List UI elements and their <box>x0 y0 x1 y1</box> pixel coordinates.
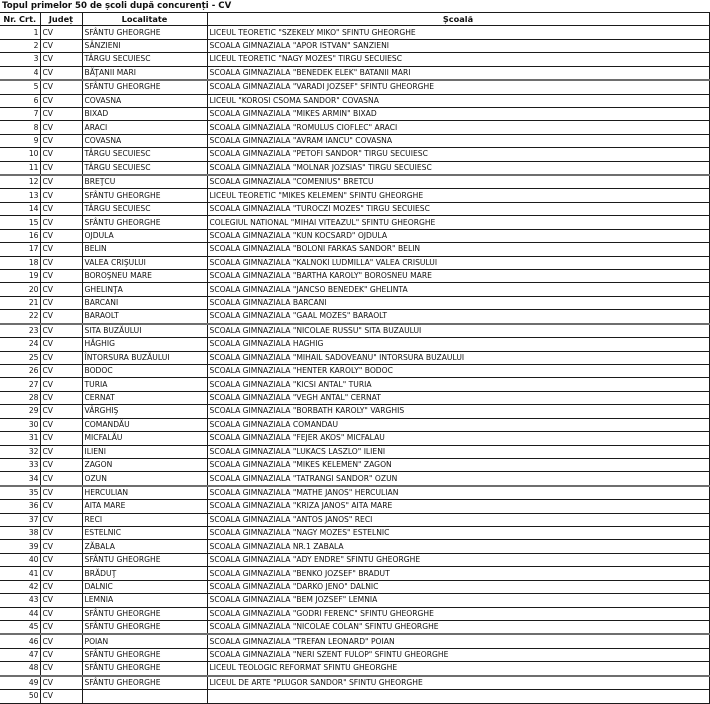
cell-localitate: SFÂNTU GHEORGHE <box>82 676 207 690</box>
cell-nr: 42 <box>0 580 40 593</box>
cell-scoala: SCOALA GIMNAZIALA "MIKES KELEMEN" ZAGON <box>207 458 709 471</box>
page-title: Topul primelor 50 de școli după concurenți - CV <box>2 1 232 11</box>
cell-scoala: SCOALA GIMNAZIALA "NICOLAE COLAN" SFINTU GHEORGHE <box>207 620 709 634</box>
cell-nr: 36 <box>0 500 40 513</box>
cell-judet: CV <box>40 676 82 690</box>
cell-scoala: SCOALA GIMNAZIALA "TREFAN LEONARD" POIAN <box>207 634 709 648</box>
cell-scoala: SCOALA GIMNAZIALA "KICSI ANTAL" TURIA <box>207 378 709 391</box>
cell-judet: CV <box>40 270 82 283</box>
cell-nr: 12 <box>0 175 40 189</box>
cell-scoala: SCOALA GIMNAZIALA "LUKACS LASZLO" ILIENI <box>207 445 709 458</box>
cell-scoala: SCOALA GIMNAZIALA "NICOLAE RUSSU" SITA BUZAULUI <box>207 324 709 338</box>
cell-scoala: SCOALA GIMNAZIALA "BORBATH KAROLY" VARGHIS <box>207 405 709 418</box>
table-row <box>0 378 709 391</box>
cell-scoala: LICEUL "KOROSI CSOMA SANDOR" COVASNA <box>207 94 709 107</box>
cell-judet: CV <box>40 53 82 66</box>
cell-nr: 30 <box>0 418 40 431</box>
cell-judet: CV <box>40 648 82 661</box>
cell-nr: 31 <box>0 432 40 445</box>
cell-scoala: SCOALA GIMNAZIALA "TUROCZI MOZES" TIRGU SECUIESC <box>207 202 709 215</box>
cell-localitate: POIAN <box>82 634 207 648</box>
cell-scoala: SCOALA GIMNAZIALA BARCANI <box>207 296 709 309</box>
cell-localitate: SFÂNTU GHEORGHE <box>82 553 207 566</box>
cell-localitate: OZUN <box>82 472 207 486</box>
cell-localitate: SFÂNTU GHEORGHE <box>82 620 207 634</box>
cell-localitate: SFÂNTU GHEORGHE <box>82 607 207 620</box>
header-localitate: Localitate <box>82 13 207 26</box>
cell-scoala: SCOALA GIMNAZIALA "NAGY MOZES" ESTELNIC <box>207 527 709 540</box>
cell-localitate: OJDULA <box>82 229 207 242</box>
cell-scoala: SCOALA GIMNAZIALA "VEGH ANTAL" CERNAT <box>207 391 709 404</box>
cell-localitate: BIXAD <box>82 107 207 120</box>
cell-judet: CV <box>40 405 82 418</box>
cell-nr: 21 <box>0 296 40 309</box>
table-row <box>0 634 709 648</box>
table-row <box>0 283 709 296</box>
cell-nr: 28 <box>0 391 40 404</box>
cell-judet: CV <box>40 662 82 676</box>
table-row <box>0 338 709 351</box>
cell-judet: CV <box>40 634 82 648</box>
cell-judet: CV <box>40 458 82 471</box>
cell-localitate: TÂRGU SECUIESC <box>82 148 207 161</box>
table-row <box>0 676 709 690</box>
cell-localitate: SFÂNTU GHEORGHE <box>82 216 207 229</box>
cell-localitate: BODOC <box>82 364 207 377</box>
table-row <box>0 202 709 215</box>
table-row <box>0 189 709 202</box>
cell-nr: 2 <box>0 39 40 52</box>
cell-nr: 19 <box>0 270 40 283</box>
table-row <box>0 432 709 445</box>
cell-nr: 16 <box>0 229 40 242</box>
cell-nr: 40 <box>0 553 40 566</box>
cell-scoala: SCOALA GIMNAZIALA "JANCSO BENEDEK" GHELINTA <box>207 283 709 296</box>
cell-nr: 23 <box>0 324 40 338</box>
cell-judet: CV <box>40 296 82 309</box>
cell-nr: 49 <box>0 676 40 690</box>
cell-localitate: ESTELNIC <box>82 527 207 540</box>
table-row <box>0 80 709 94</box>
cell-nr: 8 <box>0 121 40 134</box>
cell-localitate: LEMNIA <box>82 594 207 607</box>
cell-nr: 18 <box>0 256 40 269</box>
cell-judet: CV <box>40 283 82 296</box>
cell-nr: 46 <box>0 634 40 648</box>
cell-localitate <box>82 690 207 703</box>
cell-judet: CV <box>40 189 82 202</box>
cell-localitate: VALEA CRIŞULUI <box>82 256 207 269</box>
table-row <box>0 26 709 39</box>
cell-scoala: SCOALA GIMNAZIALA "MIHAIL SADOVEANU" INTORSURA BUZAULUI <box>207 351 709 364</box>
table-row <box>0 270 709 283</box>
cell-judet: CV <box>40 513 82 526</box>
cell-nr: 3 <box>0 53 40 66</box>
cell-localitate: SFÂNTU GHEORGHE <box>82 662 207 676</box>
cell-judet: CV <box>40 324 82 338</box>
cell-nr: 9 <box>0 134 40 147</box>
table-row <box>0 364 709 377</box>
cell-scoala: COLEGIUL NATIONAL "MIHAI VITEAZUL" SFINTU GHEORGHE <box>207 216 709 229</box>
cell-judet: CV <box>40 148 82 161</box>
cell-judet: CV <box>40 567 82 580</box>
cell-judet: CV <box>40 418 82 431</box>
cell-judet: CV <box>40 690 82 703</box>
cell-judet: CV <box>40 594 82 607</box>
cell-nr: 45 <box>0 620 40 634</box>
table-row <box>0 580 709 593</box>
table-row <box>0 648 709 661</box>
table-row <box>0 553 709 566</box>
cell-nr: 50 <box>0 690 40 703</box>
cell-judet: CV <box>40 445 82 458</box>
cell-nr: 7 <box>0 107 40 120</box>
cell-judet: CV <box>40 580 82 593</box>
table-row <box>0 351 709 364</box>
cell-nr: 4 <box>0 66 40 80</box>
cell-scoala: SCOALA GIMNAZIALA "PETOFI SANDOR" TIRGU SECUIESC <box>207 148 709 161</box>
cell-localitate: COVASNA <box>82 134 207 147</box>
table-row <box>0 229 709 242</box>
cell-nr: 20 <box>0 283 40 296</box>
header-nr: Nr. Crt. <box>0 13 40 26</box>
cell-localitate: SFÂNTU GHEORGHE <box>82 80 207 94</box>
table-row <box>0 175 709 189</box>
cell-scoala: SCOALA GIMNAZIALA "BOLONI FARKAS SANDOR" BELIN <box>207 243 709 256</box>
cell-scoala <box>207 690 709 703</box>
table-row <box>0 243 709 256</box>
cell-judet: CV <box>40 121 82 134</box>
table-row <box>0 418 709 431</box>
cell-scoala: SCOALA GIMNAZIALA "ANTOS JANOS" RECI <box>207 513 709 526</box>
cell-localitate: COMANDĂU <box>82 418 207 431</box>
header-judet: Județ <box>40 13 82 26</box>
table-row <box>0 39 709 52</box>
cell-scoala: SCOALA GIMNAZIALA "GODRI FERENC" SFINTU GHEORGHE <box>207 607 709 620</box>
table-row <box>0 662 709 676</box>
cell-localitate: BELIN <box>82 243 207 256</box>
cell-judet: CV <box>40 310 82 324</box>
table-row <box>0 66 709 80</box>
cell-localitate: ARACI <box>82 121 207 134</box>
cell-localitate: HĂGHIG <box>82 338 207 351</box>
cell-localitate: SFÂNTU GHEORGHE <box>82 26 207 39</box>
cell-nr: 37 <box>0 513 40 526</box>
cell-scoala: SCOALA GIMNAZIALA "BENKO JOZSEF" BRADUT <box>207 567 709 580</box>
cell-nr: 11 <box>0 161 40 175</box>
cell-nr: 13 <box>0 189 40 202</box>
table-row <box>0 405 709 418</box>
cell-nr: 27 <box>0 378 40 391</box>
table-row <box>0 607 709 620</box>
cell-scoala: SCOALA GIMNAZIALA "KRIZA JANOS" AITA MARE <box>207 500 709 513</box>
cell-localitate: BOROŞNEU MARE <box>82 270 207 283</box>
cell-scoala: SCOALA GIMNAZIALA NR.1 ZABALA <box>207 540 709 553</box>
cell-nr: 14 <box>0 202 40 215</box>
cell-judet: CV <box>40 94 82 107</box>
cell-nr: 33 <box>0 458 40 471</box>
cell-localitate: BREŢCU <box>82 175 207 189</box>
cell-judet: CV <box>40 432 82 445</box>
cell-judet: CV <box>40 107 82 120</box>
cell-localitate: TURIA <box>82 378 207 391</box>
cell-judet: CV <box>40 620 82 634</box>
cell-localitate: AITA MARE <box>82 500 207 513</box>
cell-scoala: SCOALA GIMNAZIALA "MOLNAR JOZSIAS" TIRGU SECUIESC <box>207 161 709 175</box>
cell-nr: 1 <box>0 26 40 39</box>
cell-scoala: SCOALA GIMNAZIALA "HENTER KAROLY" BODOC <box>207 364 709 377</box>
cell-judet: CV <box>40 607 82 620</box>
table-row <box>0 486 709 500</box>
cell-localitate: BRĂDUŢ <box>82 567 207 580</box>
cell-localitate: BARCANI <box>82 296 207 309</box>
cell-localitate: COVASNA <box>82 94 207 107</box>
cell-scoala: LICEUL TEORETIC "MIKES KELEMEN" SFINTU GHEORGHE <box>207 189 709 202</box>
cell-nr: 44 <box>0 607 40 620</box>
cell-scoala: SCOALA GIMNAZIALA "BEM JOZSEF" LEMNIA <box>207 594 709 607</box>
cell-judet: CV <box>40 500 82 513</box>
cell-nr: 24 <box>0 338 40 351</box>
table-row <box>0 540 709 553</box>
cell-nr: 38 <box>0 527 40 540</box>
cell-nr: 29 <box>0 405 40 418</box>
cell-judet: CV <box>40 66 82 80</box>
cell-scoala: SCOALA GIMNAZIALA COMANDAU <box>207 418 709 431</box>
cell-judet: CV <box>40 202 82 215</box>
table-row <box>0 594 709 607</box>
cell-judet: CV <box>40 486 82 500</box>
cell-nr: 5 <box>0 80 40 94</box>
table-row <box>0 690 709 703</box>
table-row <box>0 107 709 120</box>
cell-localitate: TÂRGU SECUIESC <box>82 161 207 175</box>
cell-scoala: SCOALA GIMNAZIALA "BARTHA KAROLY" BOROSNEU MARE <box>207 270 709 283</box>
cell-localitate: MICFALĂU <box>82 432 207 445</box>
cell-judet: CV <box>40 391 82 404</box>
cell-scoala: SCOALA GIMNAZIALA "KALNOKI LUDMILLA" VALEA CRISULUI <box>207 256 709 269</box>
table-row <box>0 324 709 338</box>
cell-scoala: SCOALA GIMNAZIALA "MIKES ARMIN" BIXAD <box>207 107 709 120</box>
cell-localitate: ILIENI <box>82 445 207 458</box>
cell-localitate: RECI <box>82 513 207 526</box>
cell-judet: CV <box>40 216 82 229</box>
cell-judet: CV <box>40 351 82 364</box>
cell-judet: CV <box>40 39 82 52</box>
cell-scoala: SCOALA GIMNAZIALA "DARKO JENO" DALNIC <box>207 580 709 593</box>
cell-scoala: SCOALA GIMNAZIALA "NERI SZENT FULOP" SFINTU GHEORGHE <box>207 648 709 661</box>
cell-scoala: SCOALA GIMNAZIALA "ROMULUS CIOFLEC" ARACI <box>207 121 709 134</box>
cell-judet: CV <box>40 229 82 242</box>
cell-nr: 15 <box>0 216 40 229</box>
schools-table <box>0 12 710 704</box>
cell-localitate: ÎNTORSURA BUZĂULUI <box>82 351 207 364</box>
cell-localitate: TÂRGU SECUIESC <box>82 53 207 66</box>
table-row <box>0 513 709 526</box>
table-row <box>0 134 709 147</box>
cell-scoala: LICEUL TEOLOGIC REFORMAT SFINTU GHEORGHE <box>207 662 709 676</box>
table-row <box>0 256 709 269</box>
cell-nr: 43 <box>0 594 40 607</box>
cell-judet: CV <box>40 175 82 189</box>
cell-scoala: SCOALA GIMNAZIALA "ADY ENDRE" SFINTU GHEORGHE <box>207 553 709 566</box>
cell-judet: CV <box>40 378 82 391</box>
cell-scoala: LICEUL TEORETIC "SZEKELY MIKO" SFINTU GHEORGHE <box>207 26 709 39</box>
cell-localitate: VÂRGHIŞ <box>82 405 207 418</box>
header-scoala: Școală <box>207 13 709 26</box>
cell-scoala: LICEUL TEORETIC "NAGY MOZES" TIRGU SECUIESC <box>207 53 709 66</box>
cell-localitate: GHELINŢA <box>82 283 207 296</box>
table-row <box>0 310 709 324</box>
cell-nr: 25 <box>0 351 40 364</box>
table-row <box>0 527 709 540</box>
cell-nr: 22 <box>0 310 40 324</box>
table-row <box>0 472 709 486</box>
cell-scoala: SCOALA GIMNAZIALA "APOR ISTVAN" SANZIENI <box>207 39 709 52</box>
cell-scoala: SCOALA GIMNAZIALA HAGHIG <box>207 338 709 351</box>
cell-localitate: CERNAT <box>82 391 207 404</box>
cell-judet: CV <box>40 243 82 256</box>
cell-scoala: SCOALA GIMNAZIALA "KUN KOCSARD" OJDULA <box>207 229 709 242</box>
cell-localitate: SÂNZIENI <box>82 39 207 52</box>
cell-judet: CV <box>40 161 82 175</box>
cell-localitate: ZĂBALA <box>82 540 207 553</box>
table-body <box>0 26 709 703</box>
cell-nr: 35 <box>0 486 40 500</box>
cell-nr: 6 <box>0 94 40 107</box>
cell-localitate: BARAOLT <box>82 310 207 324</box>
table-row <box>0 500 709 513</box>
cell-nr: 39 <box>0 540 40 553</box>
cell-scoala: SCOALA GIMNAZIALA "TATRANGI SANDOR" OZUN <box>207 472 709 486</box>
cell-judet: CV <box>40 134 82 147</box>
cell-judet: CV <box>40 256 82 269</box>
cell-judet: CV <box>40 472 82 486</box>
cell-scoala: SCOALA GIMNAZIALA "COMENIUS" BRETCU <box>207 175 709 189</box>
table-row <box>0 458 709 471</box>
cell-nr: 17 <box>0 243 40 256</box>
cell-localitate: DALNIC <box>82 580 207 593</box>
table-row <box>0 94 709 107</box>
cell-judet: CV <box>40 338 82 351</box>
cell-localitate: BĂŢANII MARI <box>82 66 207 80</box>
table-row <box>0 567 709 580</box>
table-row <box>0 216 709 229</box>
cell-localitate: HERCULIAN <box>82 486 207 500</box>
cell-scoala: SCOALA GIMNAZIALA "MATHE JANOS" HERCULIAN <box>207 486 709 500</box>
cell-nr: 47 <box>0 648 40 661</box>
cell-judet: CV <box>40 364 82 377</box>
cell-scoala: LICEUL DE ARTE "PLUGOR SANDOR" SFINTU GHEORGHE <box>207 676 709 690</box>
cell-nr: 41 <box>0 567 40 580</box>
cell-scoala: SCOALA GIMNAZIALA "GAAL MOZES" BARAOLT <box>207 310 709 324</box>
table-row <box>0 161 709 175</box>
cell-judet: CV <box>40 26 82 39</box>
cell-scoala: SCOALA GIMNAZIALA "BENEDEK ELEK" BATANII MARI <box>207 66 709 80</box>
table-row <box>0 121 709 134</box>
cell-localitate: SFÂNTU GHEORGHE <box>82 648 207 661</box>
cell-scoala: SCOALA GIMNAZIALA "VARADI JOZSEF" SFINTU GHEORGHE <box>207 80 709 94</box>
cell-scoala: SCOALA GIMNAZIALA "FEJER AKOS" MICFALAU <box>207 432 709 445</box>
cell-nr: 10 <box>0 148 40 161</box>
table-row <box>0 445 709 458</box>
cell-nr: 26 <box>0 364 40 377</box>
cell-judet: CV <box>40 553 82 566</box>
cell-localitate: ZAGON <box>82 458 207 471</box>
cell-nr: 48 <box>0 662 40 676</box>
cell-judet: CV <box>40 540 82 553</box>
cell-nr: 34 <box>0 472 40 486</box>
cell-localitate: SFÂNTU GHEORGHE <box>82 189 207 202</box>
cell-scoala: SCOALA GIMNAZIALA "AVRAM IANCU" COVASNA <box>207 134 709 147</box>
cell-nr: 32 <box>0 445 40 458</box>
cell-localitate: SITA BUZĂULUI <box>82 324 207 338</box>
table-row <box>0 391 709 404</box>
table-row <box>0 296 709 309</box>
cell-localitate: TÂRGU SECUIESC <box>82 202 207 215</box>
table-header-row <box>0 13 709 26</box>
cell-judet: CV <box>40 527 82 540</box>
table-row <box>0 620 709 634</box>
table-row <box>0 148 709 161</box>
table-row <box>0 53 709 66</box>
cell-judet: CV <box>40 80 82 94</box>
